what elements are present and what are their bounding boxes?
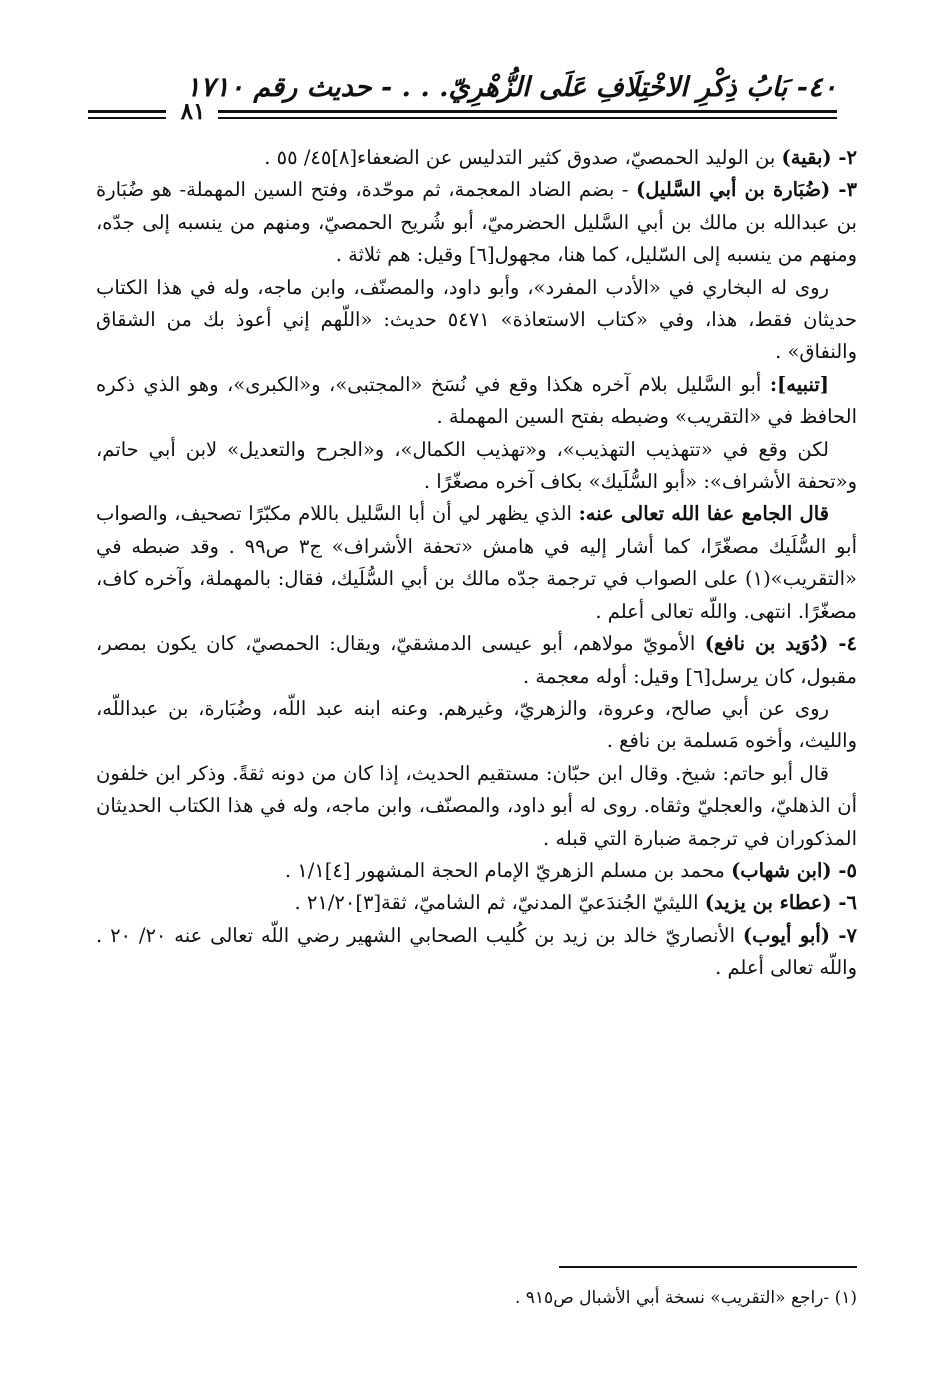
paragraph-riwaya-2 (96, 693, 857, 758)
paragraph-text: - بضم الضاد المعجمة، ثم موحّدة، وفتح السين المهملة- هو ضُبَارة بن عبدالله بن مالك بن أبي السَّليل الحضرميّ، أبو شُريح الحمصيّ، ومنهم من ينسبه إلى جدّه، ومنهم من ينسبه إلى السّليل، كما هنا، مجهول[٦] وقيل: هم ثلاثة . (96, 178, 857, 267)
paragraph-narrator-6 (96, 887, 857, 919)
narrator-name: ٤- (دُوَيد بن نافع) (704, 632, 857, 656)
paragraph-text: روى عن أبي صالح، وعروة، والزهريّ، وغيرهم. وعنه ابنه عبد اللّه، وضُبَارة، بن عبداللّه، والليث، وأخوه مَسلمة بن نافع . (96, 696, 857, 753)
paragraph-text: محمد بن مسلم الزهريّ الإمام الحجة المشهور [٤]١/١ . (284, 858, 732, 882)
paragraph-text: بن الوليد الحمصيّ، صدوق كثير التدليس عن الضعفاء[٨]٤٥/ ٥٥ . (264, 146, 782, 169)
page-number-rule-thin (88, 117, 166, 119)
paragraph-text: الأنصاريّ خالد بن زيد بن كُليب الصحابي الشهير رضي اللّه تعالى عنه ٢٠/ ٢٠ . واللّه تعالى أعلم . (96, 923, 857, 980)
page-number-rule (88, 110, 166, 113)
paragraph-tanbih (96, 369, 857, 434)
header-rule-thin (218, 117, 837, 119)
narrator-name: ٢- (بقية) (781, 146, 857, 169)
narrator-name: ٣- (ضُبَارة بن أبي السَّليل) (636, 178, 857, 202)
main-text (96, 142, 857, 985)
paragraph-narrator-4 (96, 628, 857, 693)
paragraph-abu-hatim (96, 758, 857, 855)
paragraph-text: الذي يظهر لي أن أبا السَّليل باللام مكبّرًا تصحيف، والصواب أبو السُّلَيك مصغّرًا، كما أشار إليه في هامش «تحفة الأشراف» ج٣ ص٩٩ . وقد ضبطه في «التقريب»(١) على الصواب في ترجمة جدّه مالك بن أبي السُّلَيك، فقال: بالمهملة، وآخره كاف، مصغّرًا. انتهى. واللّه تعالى أعلم . (96, 502, 857, 623)
paragraph-narrator-7 (96, 920, 857, 985)
paragraph-riwaya (96, 272, 857, 369)
narrator-name: ٥- (ابن شهاب) (731, 858, 857, 882)
paragraph-narrator-2 (96, 142, 857, 174)
paragraph-narrator-5 (96, 855, 857, 887)
author-comment-label: قال الجامع عفا الله تعالى عنه: (578, 502, 829, 526)
paragraph-text: قال أبو حاتم: شيخ. وقال ابن حبّان: مستقيم الحديث، إذا كان من دونه ثقةً. وذكر ابن خلفون أن الذهليّ، والعجليّ وثقاه. روى له أبو داود، والمصنّف، وابن ماجه، وله في هذا الكتاب الحديثان المذكوران في ترجمة ضبارة التي قبله . (96, 761, 857, 850)
paragraph-text: الليثيّ الجُندَعيّ المدنيّ، ثم الشاميّ، ثقة[٣]٢١/٢٠ . (294, 891, 705, 915)
paragraph-lakin (96, 434, 857, 499)
header-rule (218, 110, 837, 113)
note-label: [تنبيه]: (769, 372, 829, 396)
footnote-separator (559, 1266, 857, 1268)
paragraph-narrator-3 (96, 174, 857, 271)
paragraph-jami (96, 498, 857, 628)
page-number: ٨١ (180, 98, 206, 125)
narrator-name: ٦- (عطاء بن يزيد) (704, 891, 857, 915)
footnote: (١) -راجع «التقريب» نسخة أبي الأشبال ص٩١٥ . (514, 1288, 857, 1308)
paragraph-text: لكن وقع في «تتهذيب التهذيب»، و«تهذيب الكمال»، و«الجرح والتعديل» لابن أبي حاتم، و«تحفة الأشراف»: «أبو السُّلَيك» بكاف آخره مصغّرًا . (96, 437, 857, 494)
chapter-title: ٤٠- بَابُ ذِكْرِ الاخْتِلَافِ عَلَى الزُّهْرِيّ. . . - حديث رقم ١٧١٠ (185, 72, 837, 103)
paragraph-text: أبو السَّليل بلام آخره هكذا وقع في نُسَخ «المجتبى»، و«الكبرى»، وهو الذي ذكره الحافظ في «التقريب» وضبطه بفتح السين المهملة . (96, 372, 857, 429)
paragraph-text: الأمويّ مولاهم، أبو عيسى الدمشقيّ، ويقال: الحمصيّ، كان يكون بمصر، مقبول، كان يرسل[٦] وقيل: أوله معجمة . (96, 632, 857, 688)
paragraph-text: روى له البخاري في «الأدب المفرد»، وأبو داود، والمصنّف، وابن ماجه، وله في هذا الكتاب حديثان فقط، هذا، وفي «كتاب الاستعاذة» ٥٤٧١ حديث: «اللّهم إني أعوذ بك من الشقاق والنفاق» . (96, 275, 857, 364)
narrator-name: ٧- (أبو أيوب) (742, 923, 858, 947)
running-header (88, 62, 837, 134)
